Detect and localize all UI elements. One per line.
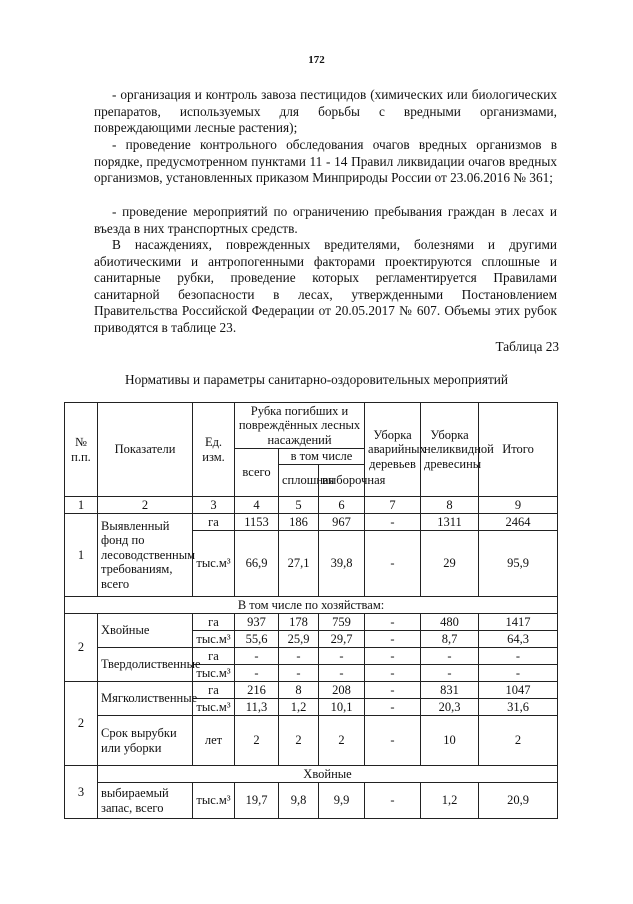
- cell: тыс.м³: [193, 631, 235, 648]
- cell: га: [193, 648, 235, 665]
- cell: 1,2: [421, 783, 479, 819]
- cell: 831: [421, 682, 479, 699]
- table-row: [65, 648, 558, 665]
- row-label: выбираемый запас, всего: [98, 783, 193, 819]
- cell: 2: [319, 716, 365, 766]
- cell: 9,8: [279, 783, 319, 819]
- cell: 759: [319, 614, 365, 631]
- header-illiquid: Уборка неликвидной древесины: [421, 403, 479, 497]
- table-row: [65, 766, 558, 783]
- cell: 2: [479, 716, 558, 766]
- cell: -: [279, 648, 319, 665]
- section-subheader: Хвойные: [98, 766, 558, 783]
- cell: 9,9: [319, 783, 365, 819]
- cell: 20,3: [421, 699, 479, 716]
- header-num: № п.п.: [65, 403, 98, 497]
- header-windfall: Уборка аварийных деревьев: [365, 403, 421, 497]
- col-number: 8: [421, 497, 479, 514]
- header-incl: в том числе: [279, 449, 365, 465]
- cell: -: [479, 665, 558, 682]
- cell: 1047: [479, 682, 558, 699]
- col-number: 5: [279, 497, 319, 514]
- row-label: Выявленный фонд по лесоводственным требованиям, всего: [98, 514, 193, 597]
- cell: -: [479, 648, 558, 665]
- cell: -: [279, 665, 319, 682]
- col-number: 4: [235, 497, 279, 514]
- cell: 29,7: [319, 631, 365, 648]
- cell: 29: [421, 531, 479, 597]
- cell: га: [193, 614, 235, 631]
- row-num: 3: [65, 766, 98, 819]
- paragraph-restriction: - проведение мероприятий по ограничению пребывания граждан в лесах и въезда в них транспортных средств.: [94, 204, 557, 236]
- table-row: [65, 597, 558, 614]
- paragraph-felling: В насаждениях, поврежденных вредителями, болезнями и другими абиотическими и антропогенными факторами проектируются сплошные и санитарные рубки, проведение которых регламентируется Правилами санитарной безопасности в лесах, утвержденными Постановлением Правительства Российской Федерации от 20.05.2017 № 607. Объемы этих рубок приводятся в таблице 23.: [94, 237, 557, 335]
- table-label: Таблица 23: [495, 339, 559, 354]
- cell: 39,8: [319, 531, 365, 597]
- cell: 25,9: [279, 631, 319, 648]
- cell: -: [365, 665, 421, 682]
- col-number: 1: [65, 497, 98, 514]
- paragraph-pesticides: - организация и контроль завоза пестицидов (химических или биологических препаратов, используемых для борьбы с вредными организмами, повреждающими лесные растения);: [94, 87, 557, 135]
- table-row: [65, 783, 558, 819]
- table-row: [65, 682, 558, 699]
- row-label: Срок вырубки или уборки: [98, 716, 193, 766]
- cell: 937: [235, 614, 279, 631]
- row-num: 1: [65, 514, 98, 597]
- paragraph-inspection: - проведение контрольного обследования очагов вредных организмов в порядке, предусмотренном пунктами 11 - 14 Правил ликвидации очагов вредных организмов, установленных приказом Минприроды России от 23.06.2016 № 361;: [94, 137, 557, 185]
- cell: 19,7: [235, 783, 279, 819]
- col-number: 2: [98, 497, 193, 514]
- col-number: 7: [365, 497, 421, 514]
- header-total-sub: всего: [235, 449, 279, 497]
- cell: 480: [421, 614, 479, 631]
- col-number: 3: [193, 497, 235, 514]
- cell: 2464: [479, 514, 558, 531]
- header-selective: выборочная: [319, 465, 365, 497]
- cell: 1311: [421, 514, 479, 531]
- cell: -: [235, 648, 279, 665]
- cell: -: [421, 665, 479, 682]
- table-title: Нормативы и параметры санитарно-оздоровительных мероприятий: [124, 372, 508, 387]
- cell: -: [365, 699, 421, 716]
- cell: 208: [319, 682, 365, 699]
- cell: -: [319, 665, 365, 682]
- row-num: 2: [65, 614, 98, 682]
- cell: -: [365, 648, 421, 665]
- cell: -: [235, 665, 279, 682]
- cell: 27,1: [279, 531, 319, 597]
- cell: га: [193, 682, 235, 699]
- section-subheader: В том числе по хозяйствам:: [65, 597, 558, 614]
- cell: лет: [193, 716, 235, 766]
- cell: -: [319, 648, 365, 665]
- cell: 967: [319, 514, 365, 531]
- cell: -: [421, 648, 479, 665]
- header-clear: сплошная: [279, 465, 319, 497]
- cell: 11,3: [235, 699, 279, 716]
- cell: 31,6: [479, 699, 558, 716]
- cell: -: [365, 531, 421, 597]
- header-indicator: Показатели: [98, 403, 193, 497]
- cell: -: [365, 716, 421, 766]
- cell: 20,9: [479, 783, 558, 819]
- page-number: 172: [308, 54, 325, 66]
- col-number: 6: [319, 497, 365, 514]
- header-felling: Рубка погибших и повреждённых лесных насаждений: [235, 403, 365, 449]
- cell: -: [365, 614, 421, 631]
- sanitary-measures-table: [64, 402, 558, 819]
- cell: 186: [279, 514, 319, 531]
- cell: -: [365, 783, 421, 819]
- header-unit: Ед. изм.: [193, 403, 235, 497]
- cell: 1417: [479, 614, 558, 631]
- cell: -: [365, 682, 421, 699]
- cell: -: [365, 631, 421, 648]
- table-row: [65, 716, 558, 766]
- cell: тыс.м³: [193, 783, 235, 819]
- cell: 8: [279, 682, 319, 699]
- cell: 64,3: [479, 631, 558, 648]
- cell: -: [365, 514, 421, 531]
- row-num: 2: [65, 682, 98, 766]
- cell: 55,6: [235, 631, 279, 648]
- cell: 216: [235, 682, 279, 699]
- cell: 10: [421, 716, 479, 766]
- cell: 1,2: [279, 699, 319, 716]
- cell: 178: [279, 614, 319, 631]
- cell: 95,9: [479, 531, 558, 597]
- cell: 66,9: [235, 531, 279, 597]
- cell: 2: [235, 716, 279, 766]
- table-row: [65, 514, 558, 531]
- cell: тыс.м³: [193, 699, 235, 716]
- table-row: [65, 614, 558, 631]
- cell: тыс.м³: [193, 665, 235, 682]
- row-label: Мягколиственные: [98, 682, 193, 716]
- row-label: Твердолиственные: [98, 648, 193, 682]
- row-label: Хвойные: [98, 614, 193, 648]
- table-header-row: [65, 403, 558, 449]
- cell: 10,1: [319, 699, 365, 716]
- cell: 8,7: [421, 631, 479, 648]
- cell: тыс.м³: [193, 531, 235, 597]
- col-number: 9: [479, 497, 558, 514]
- cell: 2: [279, 716, 319, 766]
- header-itogo: Итого: [479, 403, 558, 497]
- cell: 1153: [235, 514, 279, 531]
- column-number-row: [65, 497, 558, 514]
- cell: га: [193, 514, 235, 531]
